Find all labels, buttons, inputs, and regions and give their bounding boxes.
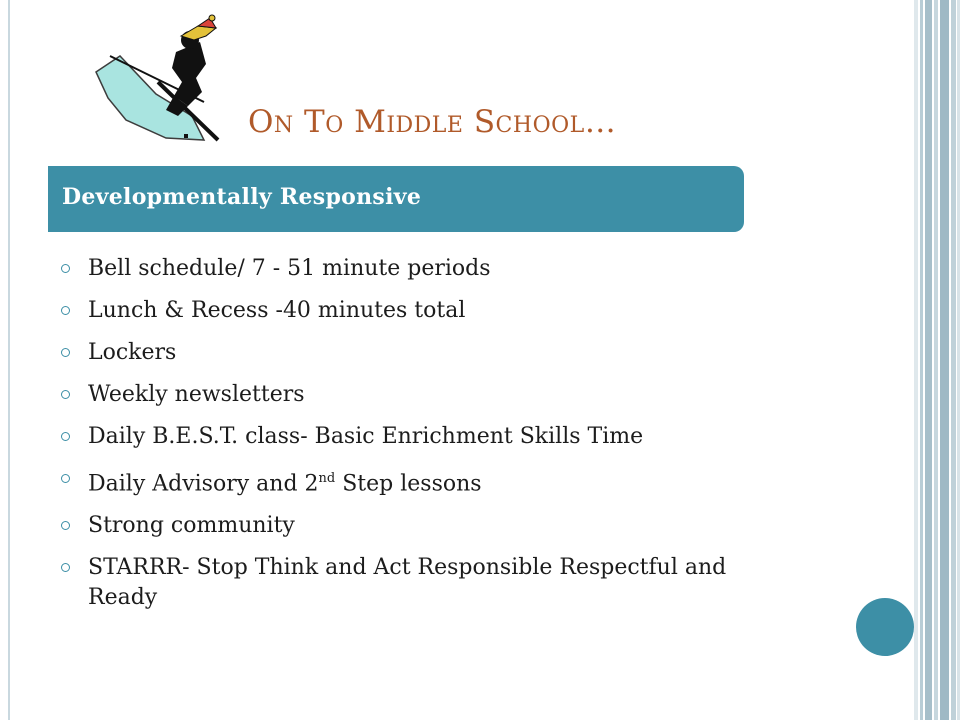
hollow-circle-bullet-icon	[61, 432, 70, 441]
list-item: Weekly newsletters	[60, 380, 760, 410]
hollow-circle-bullet-icon	[61, 390, 70, 399]
hollow-circle-bullet-icon	[61, 348, 70, 357]
slide-title: On To Middle School…	[248, 104, 617, 140]
hollow-circle-bullet-icon	[61, 521, 70, 530]
slide-left-border	[8, 0, 10, 720]
hollow-circle-bullet-icon	[61, 264, 70, 273]
hollow-circle-bullet-icon	[61, 474, 70, 483]
skier-clipart-icon	[88, 12, 248, 152]
list-item: Strong community	[60, 511, 760, 541]
teal-circle-icon	[856, 598, 914, 656]
list-item: Bell schedule/ 7 - 51 minute periods	[60, 254, 760, 284]
list-item: Daily Advisory and 2nd Step lessons	[60, 464, 760, 499]
list-item: Lockers	[60, 338, 760, 368]
list-item: STARRR- Stop Think and Act Responsible Respectful and Ready	[60, 553, 760, 613]
list-item: Lunch & Recess -40 minutes total	[60, 296, 760, 326]
slide-right-decoration	[914, 0, 960, 720]
hollow-circle-bullet-icon	[61, 306, 70, 315]
bullet-list	[60, 254, 760, 625]
section-banner	[48, 166, 744, 232]
hollow-circle-bullet-icon	[61, 563, 70, 572]
list-item: Daily B.E.S.T. class- Basic Enrichment Skills Time	[60, 422, 760, 452]
section-banner-label: Developmentally Responsive	[62, 184, 422, 210]
